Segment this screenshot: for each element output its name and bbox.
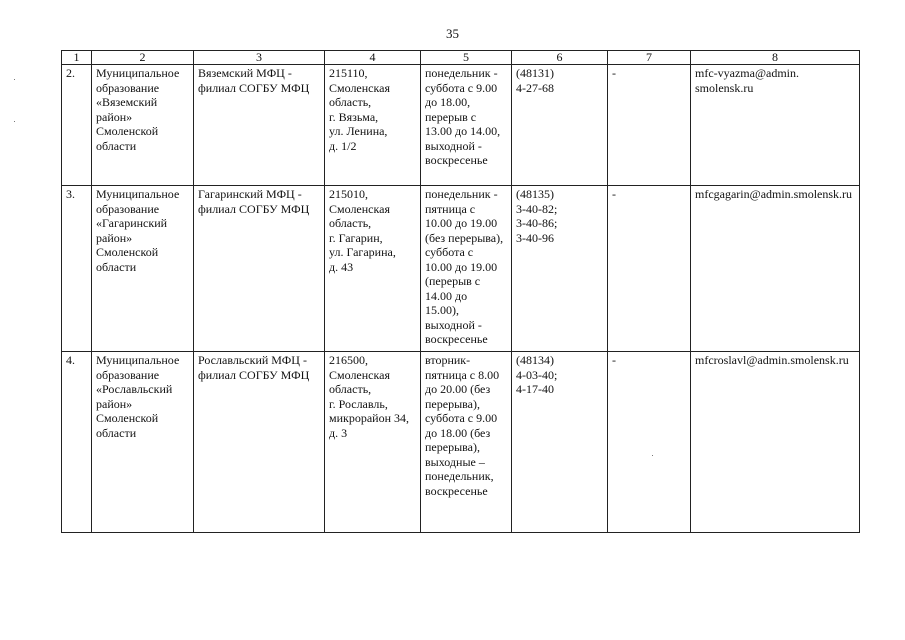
- municipality-cell: Муниципальное образование «Гагаринский район» Смоленской области: [92, 186, 194, 352]
- row-number: 3.: [62, 186, 92, 352]
- column-header: 6: [512, 51, 608, 65]
- column-header: 7: [608, 51, 691, 65]
- hours-cell: понедельник - пятница с 10.00 до 19.00 (без перерыва), суббота с 10.00 до 19.00 (перерыв с 14.00 до 15.00), выходной - воскресенье: [421, 186, 512, 352]
- hours-cell: вторник- пятница с 8.00 до 20.00 (без перерыва), суббота с 9.00 до 18.00 (без перерыва), выходные – понедельник, воскресенье: [421, 352, 512, 533]
- office-cell: Рославльский МФЦ - филиал СОГБУ МФЦ: [194, 352, 325, 533]
- address-cell: 215010, Смоленская область, г. Гагарин, ул. Гагарина, д. 43: [325, 186, 421, 352]
- table-row: [62, 352, 860, 533]
- scan-speck: [652, 455, 653, 456]
- column-header: 2: [92, 51, 194, 65]
- col7-cell: -: [608, 65, 691, 186]
- phone-cell: (48131) 4-27-68: [512, 65, 608, 186]
- municipality-cell: Муниципальное образование «Рославльский район» Смоленской области: [92, 352, 194, 533]
- col7-cell: -: [608, 186, 691, 352]
- scan-speck: [14, 79, 15, 80]
- email-cell: mfcroslavl@admin.smolensk.ru: [691, 352, 860, 533]
- email-cell: mfc-vyazma@admin. smolensk.ru: [691, 65, 860, 186]
- table-row: [62, 65, 860, 186]
- col7-cell: -: [608, 352, 691, 533]
- mfc-registry-table: [61, 50, 860, 533]
- phone-cell: (48135) 3-40-82; 3-40-86; 3-40-96: [512, 186, 608, 352]
- office-cell: Гагаринский МФЦ - филиал СОГБУ МФЦ: [194, 186, 325, 352]
- hours-cell: понедельник - суббота с 9.00 до 18.00, перерыв с 13.00 до 14.00, выходной - воскресенье: [421, 65, 512, 186]
- address-cell: 215110, Смоленская область, г. Вязьма, ул. Ленина, д. 1/2: [325, 65, 421, 186]
- row-number: 2.: [62, 65, 92, 186]
- municipality-cell: Муниципальное образование «Вяземский район» Смоленской области: [92, 65, 194, 186]
- page-number: 35: [446, 26, 459, 41]
- office-cell: Вяземский МФЦ - филиал СОГБУ МФЦ: [194, 65, 325, 186]
- column-header: 5: [421, 51, 512, 65]
- phone-cell: (48134) 4-03-40; 4-17-40: [512, 352, 608, 533]
- scan-speck: [14, 121, 15, 122]
- column-header-row: [62, 51, 860, 65]
- column-header: 8: [691, 51, 860, 65]
- row-number: 4.: [62, 352, 92, 533]
- table-row: [62, 186, 860, 352]
- column-header: 1: [62, 51, 92, 65]
- address-cell: 216500, Смоленская область, г. Рославль, микрорайон 34, д. 3: [325, 352, 421, 533]
- column-header: 3: [194, 51, 325, 65]
- column-header: 4: [325, 51, 421, 65]
- email-cell: mfcgagarin@admin.smolensk.ru: [691, 186, 860, 352]
